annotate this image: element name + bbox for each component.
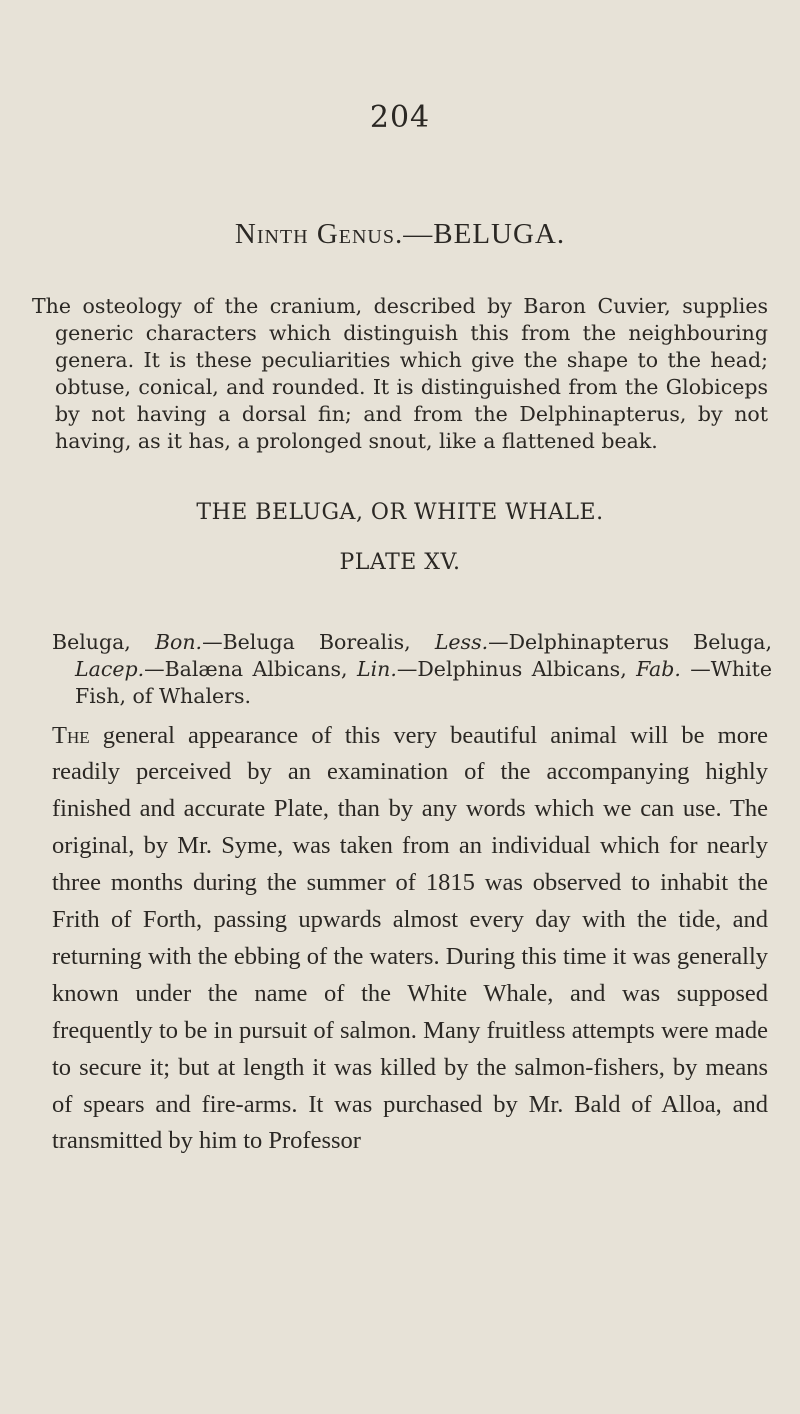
synonym-text: —Delphinus Albicans, <box>396 656 637 681</box>
synonym-authority: Bon. <box>154 629 203 654</box>
genus-prefix: Ninth Genus. <box>234 218 404 250</box>
synonymy-paragraph <box>52 629 772 710</box>
synonym-text: Beluga, <box>52 629 155 654</box>
synonym-text: —Delphinapterus Beluga, <box>488 629 772 654</box>
body-paragraph <box>52 718 768 1161</box>
synonym-authority: Fab. <box>636 656 681 681</box>
page-number: 204 <box>369 100 431 135</box>
plate-title: PLATE XV. <box>339 550 461 575</box>
synonym-text: —White Fish, of Whalers. <box>75 656 772 708</box>
body-text: general appearance of this very beautiful animal will be more readily perceived by an examination of the accompanying highly finished and accurate Plate, than by any words which we can use. The original, by Mr. Syme, was taken from an individual which for nearly three months during the summer of 1815 was observed to inhabit the Frith of Forth, passing upwards almost every day with the tide, and returning with the ebbing of the waters. During this time it was generally known under the name of the White Whale, and was supposed frequently to be in pursuit of salmon. Many fruitless attempts were made to secure it; but at length it was killed by the salmon-fishers, by means of spears and fire-arms. It was purchased by Mr. Bald of Alloa, and transmitted by him to Professor <box>52 721 768 1155</box>
synonym-authority: Lacep. <box>75 656 145 681</box>
section-title: THE BELUGA, OR WHITE WHALE. <box>196 500 604 525</box>
synonym-text: —Beluga Borealis, <box>202 629 435 654</box>
body-lead-word: The <box>52 721 90 749</box>
genus-name: BELUGA. <box>433 218 566 250</box>
intro-paragraph: The osteology of the cranium, described by Baron Cuvier, supplies generic characters which distinguish this from the neighbouring genera. It is these peculiarities which give the shape to the head; obtuse, conical, and rounded. It is distinguished from the Globiceps by not having a dorsal fin; and from the Delphinapterus, by not having, as it has, a prolonged snout, like a flattened beak. <box>32 293 768 453</box>
synonym-text: —Balæna Albicans, <box>144 656 357 681</box>
genus-heading <box>0 218 800 251</box>
genus-dash: — <box>403 218 434 250</box>
synonym-authority: Lin. <box>356 656 397 681</box>
synonym-authority: Less. <box>434 629 489 654</box>
